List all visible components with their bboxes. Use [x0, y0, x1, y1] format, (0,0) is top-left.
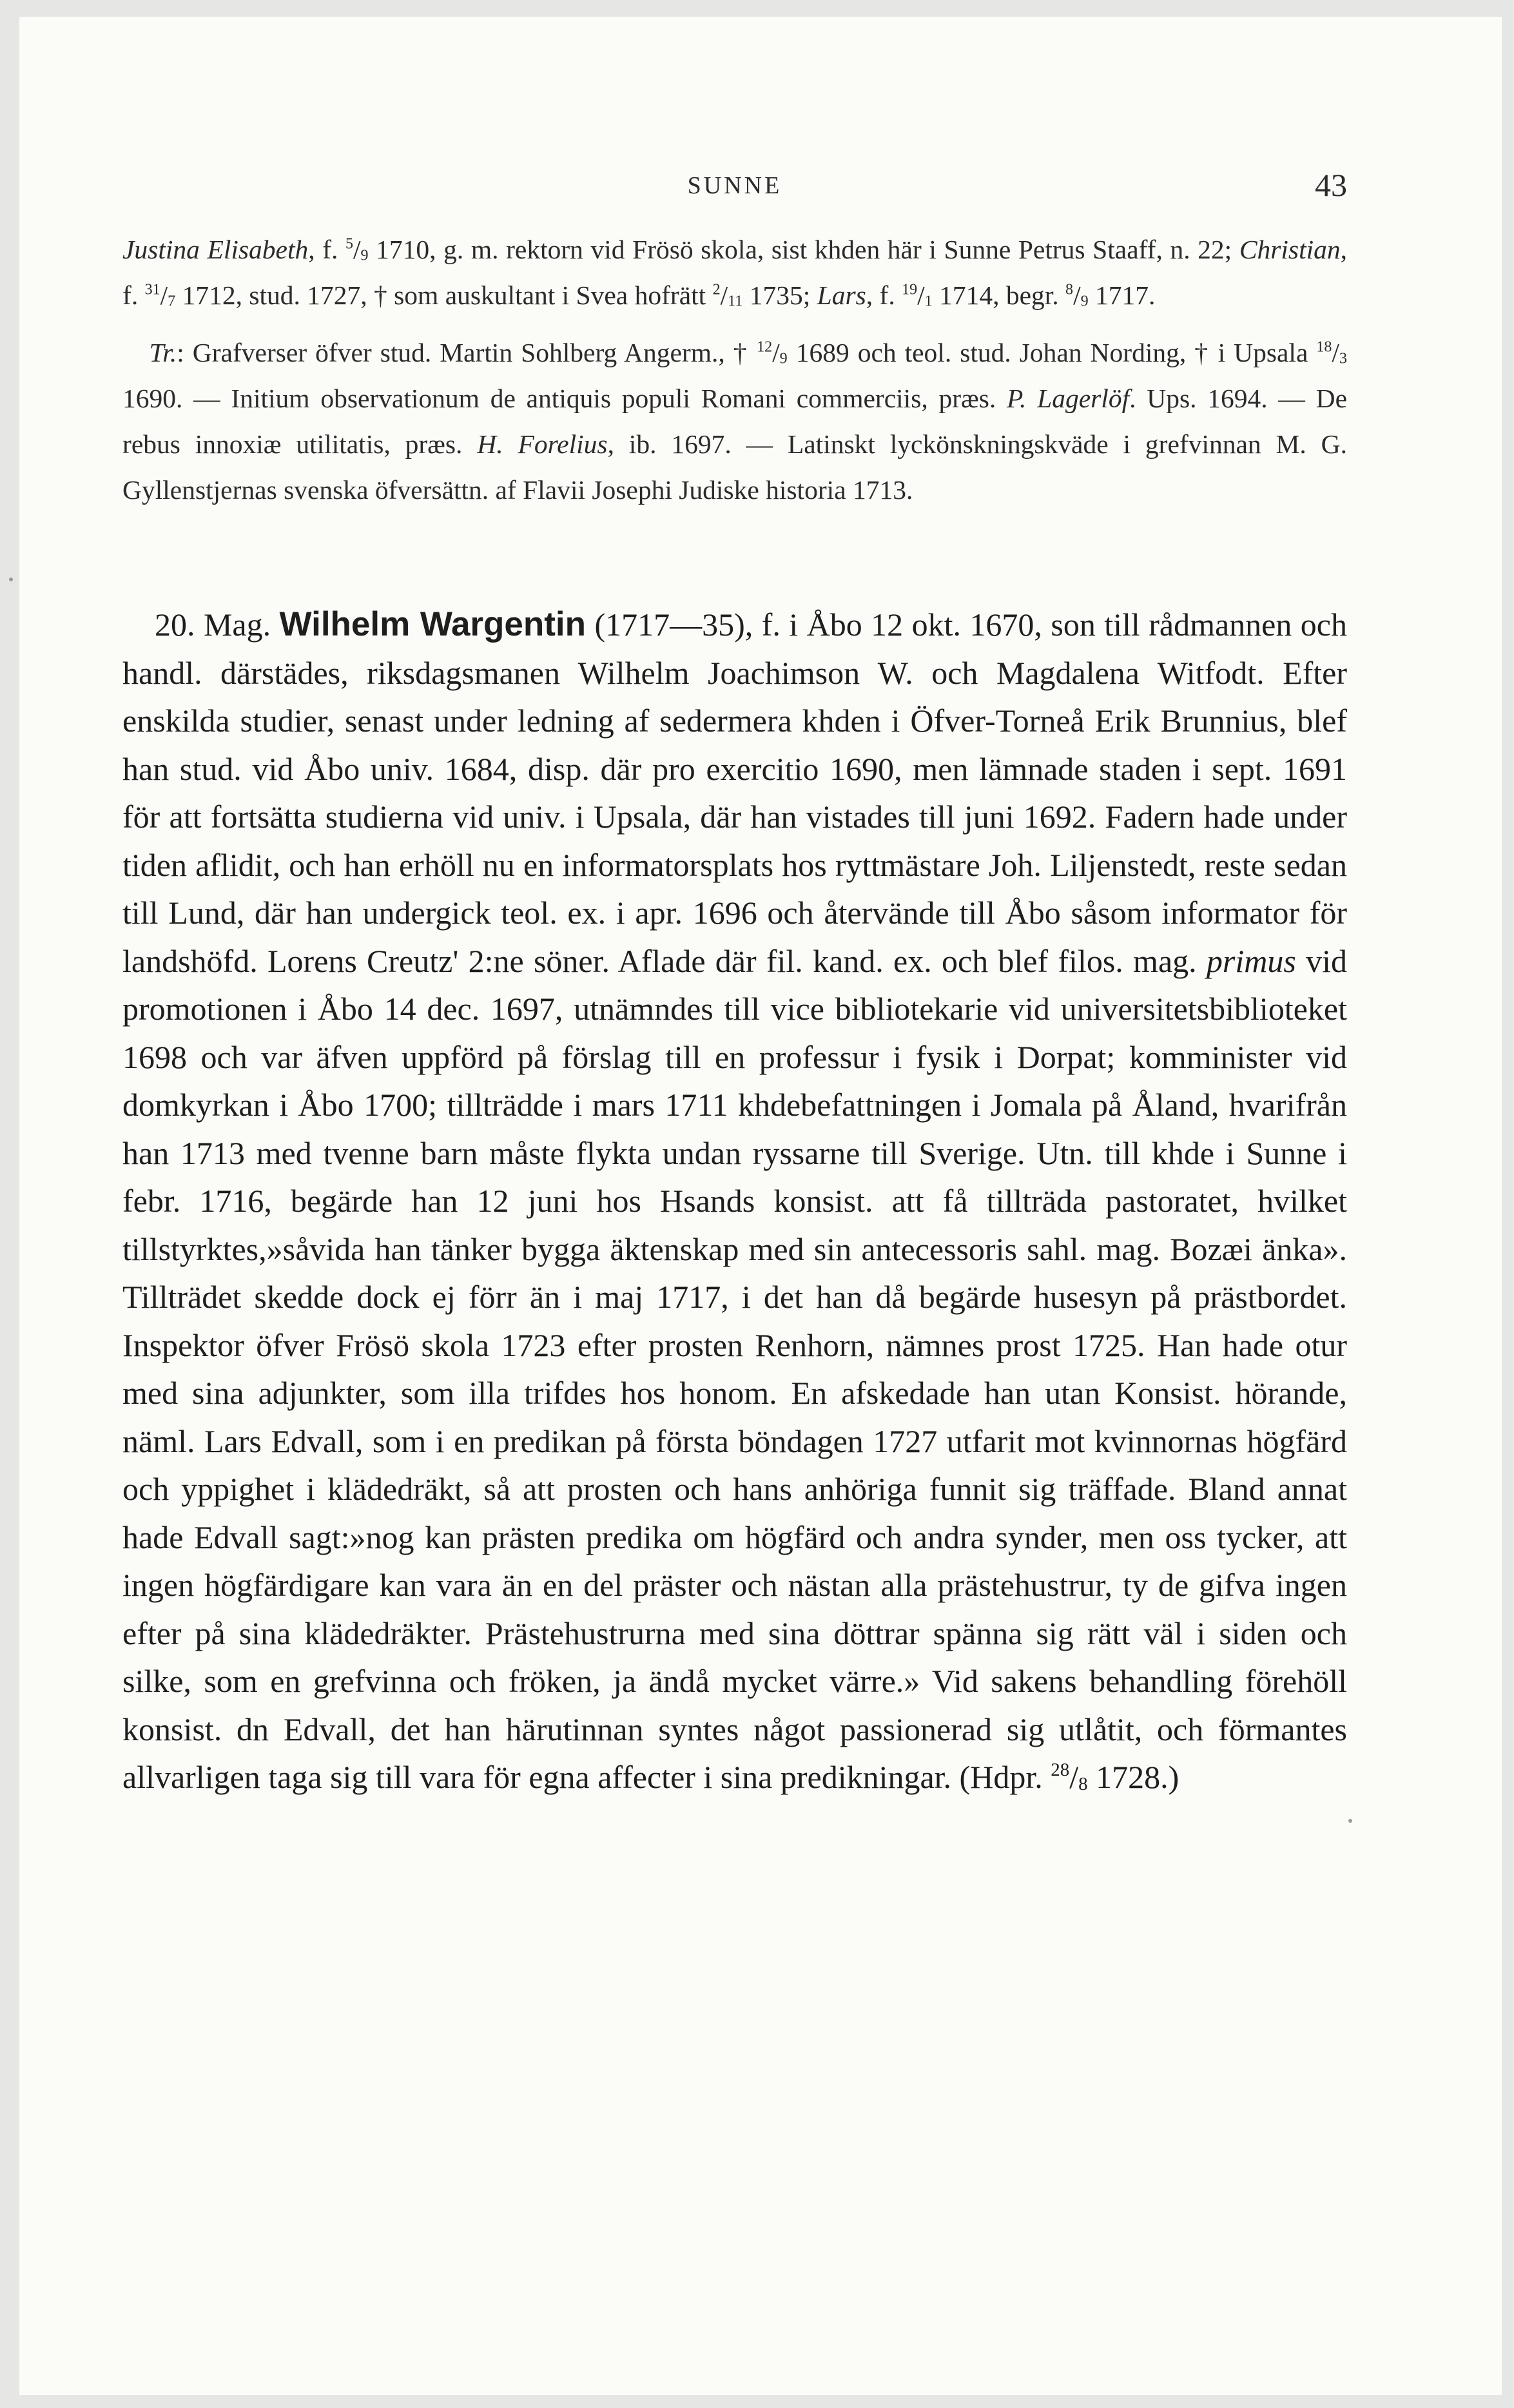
primus-word: primus — [1206, 942, 1296, 979]
scan-speck — [1348, 1819, 1352, 1823]
child-name-christian: Christian — [1239, 235, 1341, 264]
child-name-lars: Lars — [817, 280, 866, 310]
biography-entry — [122, 601, 1347, 1801]
tr-label: Tr. — [149, 338, 177, 367]
praeses-forelius: H. Forelius — [477, 429, 608, 459]
children-note: Justina Elisabeth, f. $^5/_9$ 1710, g. m. rektorn vid Frösö skola, sist khden här i Sunne Petrus Staaff, n. 22; Christian, f. $^{31}/_7$ 1712, stud. 1727, † som auskultant i Svea hofrätt $^2/_{11}$ 1735; Lars, f. $^{19}/_1$ 1714, begr. $^8/_9$ 1717. — [122, 235, 1348, 310]
printed-works-note: Tr.: Grafverser öfver stud. Martin Sohlberg Angerm., † $^{12}/_9$ 1689 och teol. stud. Johan Nording, † i Upsala $^{18}/_3$ 1690. — Initium observationum de antiquis populi Romani commerciis, præs. P. Lagerlöf. Ups. 1694. — De rebus innoxiæ utilitatis, præs. H. Forelius, ib. 1697. — Latinskt lyckönskningskväde i grefvinnan M. G. Gyllenstjernas svenska öfversättn. af Flavii Josephi Judiske historia 1713. — [122, 338, 1348, 505]
running-head: SUNNE — [687, 172, 782, 199]
entry-name: Wilhelm Wargentin — [279, 605, 587, 643]
scan-speck — [9, 578, 13, 581]
praeses-lagerlof: P. Lagerlöf — [1007, 384, 1130, 413]
entry-paragraph: 20. Mag. Wilhelm Wargentin (1717—35), f. i Åbo 12 okt. 1670, son till rådmannen och handl. därstädes, riksdagsmanen Wilhelm Joachimson W. och Magdalena Witfodt. Efter enskilda studier, senast under ledning af sedermera khden i Öfver-Torneå Erik Brunnius, blef han stud. vid Åbo univ. 1684, disp. där pro exercitio 1690, men lämnade staden i sept. 1691 för att fortsätta studierna vid univ. i Upsala, där han vistades till juni 1692. Fadern hade under tiden aflidit, och han erhöll nu en informatorsplats hos ryttmästare Joh. Liljenstedt, reste sedan till Lund, där han undergick teol. ex. i apr. 1696 och återvände till Åbo såsom informator för landshöfd. Lorens Creutz' 2:ne söner. Aflade där fil. kand. ex. och blef filos. mag. primus vid promotionen i Åbo 14 dec. 1697, utnämndes till vice bibliotekarie vid universitetsbiblioteket 1698 och var äfven uppförd på förslag till en professur i fysik i Dorpat; komminister vid domkyrkan i Åbo 1700; tillträdde i mars 1711 khdebefattningen i Jomala på Åland, hvarifrån han 1713 med tvenne barn måste flykta undan ryssarne till Sverige. Utn. till khde i Sunne i febr. 1716, begärde han 12 juni hos Hsands konsist. att få tillträda pastoratet, hvilket tillstyrktes,»såvida han tänker bygga äktenskap med sin antecessoris sahl. mag. Bozæi änka». Tillträdet skedde dock ej förr än i maj 1717, i det han då begärde husesyn på prästbordet. Inspektor öfver Frösö skola 1723 efter prosten Renhorn, nämnes prost 1725. Han hade otur med sina adjunkter, som illa trifdes hos honom. En afskedade han utan Konsist. hörande, näml. Lars Edvall, som i en predikan på första böndagen 1727 utfarit mot kvinnornas högfärd och yppighet i klädedräkt, så att prosten och hans anhöriga funnit sig träffade. Bland annat hade Edvall sagt:»nog kan prästen predika om högfärd och andra synder, men oss tycker, att ingen högfärdigare kan vara än en del präster och nästan alla prästehustrur, ty de gifva ingen efter på sina klädedräkter. Prästehustrurna med sina döttrar spänna sig rätt väl i siden och silke, som en grefvinna och fröken, ja ändå mycket värre.» Vid sakens behandling förehöll konsist. dn Edvall, det han härutinnan syntes något passionerad sig utlåtit, och förmantes allvarligen taga sig till vara för egna affecter i sina predikningar. (Hdpr. $^{28}/_8$ 1728.) — [122, 605, 1348, 1795]
family-notes — [122, 227, 1347, 513]
child-name-justina: Justina Elisabeth — [122, 235, 309, 264]
entry-title: Mag. — [203, 607, 271, 643]
entry-number: 20. — [155, 607, 195, 643]
page-header — [122, 166, 1347, 218]
page-number: 43 — [1315, 167, 1347, 203]
